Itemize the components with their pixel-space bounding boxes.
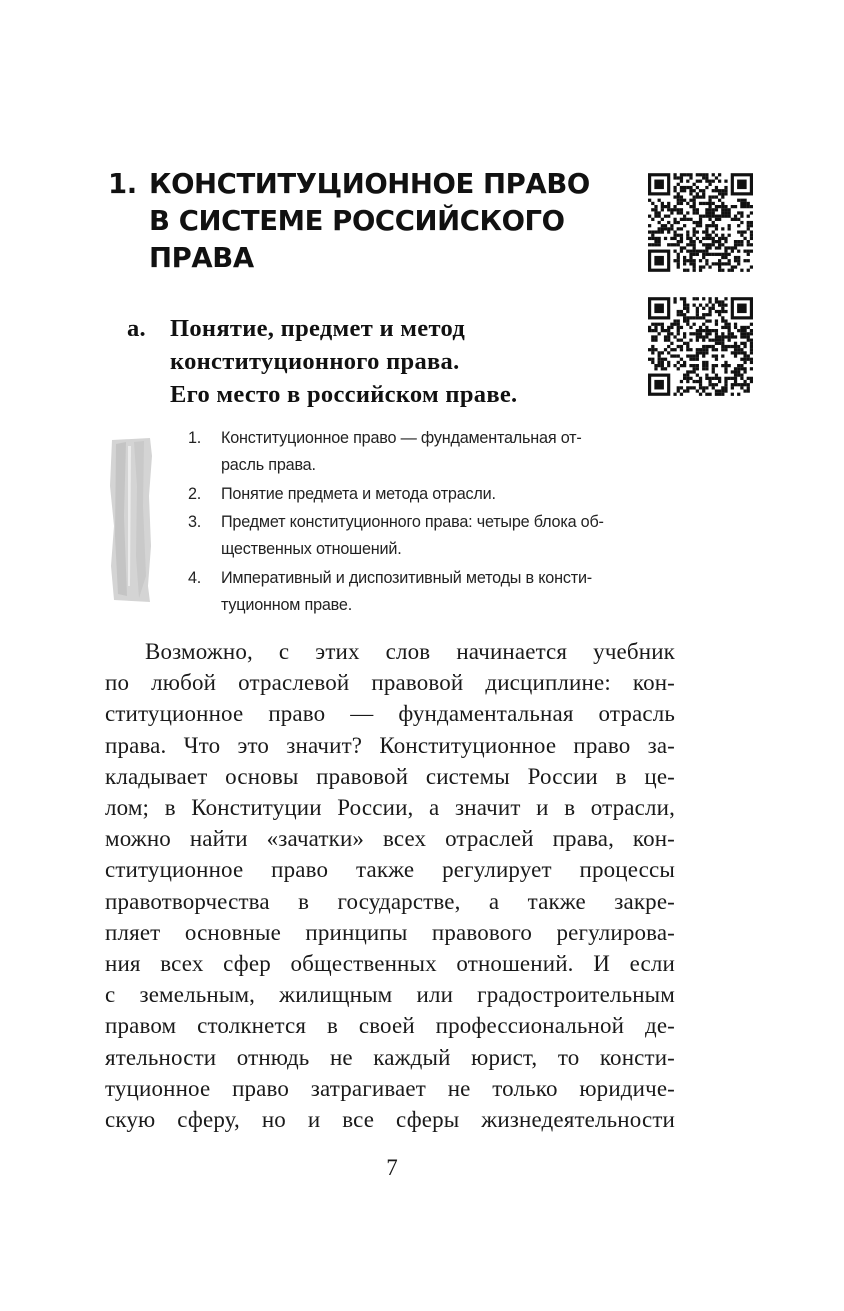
chapter-title-line: ПРАВА	[149, 242, 254, 274]
chapter-title-line: В СИСТЕМЕ РОССИЙСКОГО	[149, 205, 565, 237]
section-outline	[188, 425, 678, 621]
body-line: лом; в Конституции России, а значит и в отрасли,	[105, 795, 675, 821]
section-title-line: Его место в российском праве.	[170, 381, 518, 408]
body-paragraph	[105, 636, 675, 1135]
section-title	[170, 312, 600, 411]
body-line: скую сферу, но и все сферы жизнедеятельности	[105, 1107, 675, 1133]
outline-item: 4. Императивный и диспозитивный методы в консти- туционном праве.	[188, 568, 592, 614]
body-line: Возможно, с этих слов начинается учебник	[145, 639, 675, 664]
qr-code-icon	[648, 297, 753, 396]
section-letter: а.	[127, 315, 146, 342]
chapter-title-line: КОНСТИТУЦИОННОЕ ПРАВО	[149, 168, 590, 200]
body-line: по любой отраслевой правовой дисциплине: кон-	[105, 670, 675, 696]
qr-code-icon	[648, 173, 753, 272]
body-line: правотворчества в государстве, а также закре-	[105, 888, 675, 914]
outline-item: 2. Понятие предмета и метода отрасли.	[188, 484, 496, 503]
body-line: ятельности отнюдь не каждый юрист, то консти-	[105, 1044, 675, 1070]
body-line: пляет основные принципы правового регулирова-	[105, 919, 675, 945]
body-line: ституционное право — фундаментальная отрасль	[105, 701, 675, 727]
body-line: ния всех сфер общественных отношений. И если	[105, 951, 675, 977]
outline-item: 1. Конституционное право — фундаментальная от- расль права.	[188, 429, 582, 474]
body-line: ституционное право также регулирует процессы	[105, 857, 675, 883]
body-line: правом столкнется в своей профессиональной де-	[105, 1013, 675, 1039]
body-line: кладывает основы правовой системы России в це-	[105, 763, 675, 789]
body-line: права. Что это значит? Конституционное право за-	[105, 732, 675, 758]
body-line: можно найти «зачатки» всех отраслей права, кон-	[105, 826, 675, 852]
section-title-line: Понятие, предмет и метод	[170, 315, 466, 342]
body-line: туционное право затрагивает не только юридиче-	[105, 1075, 675, 1101]
chapter-number: 1.	[108, 168, 137, 200]
outline-item: 3. Предмет конституционного права: четыре блока об- щественных отношений.	[188, 513, 604, 559]
brush-stroke-decoration	[106, 436, 156, 604]
chapter-title	[149, 166, 609, 277]
body-line: с земельным, жилищным или градостроительным	[105, 982, 675, 1008]
section-title-line: конституционного права.	[170, 348, 460, 375]
page-number: 7	[386, 1155, 398, 1180]
